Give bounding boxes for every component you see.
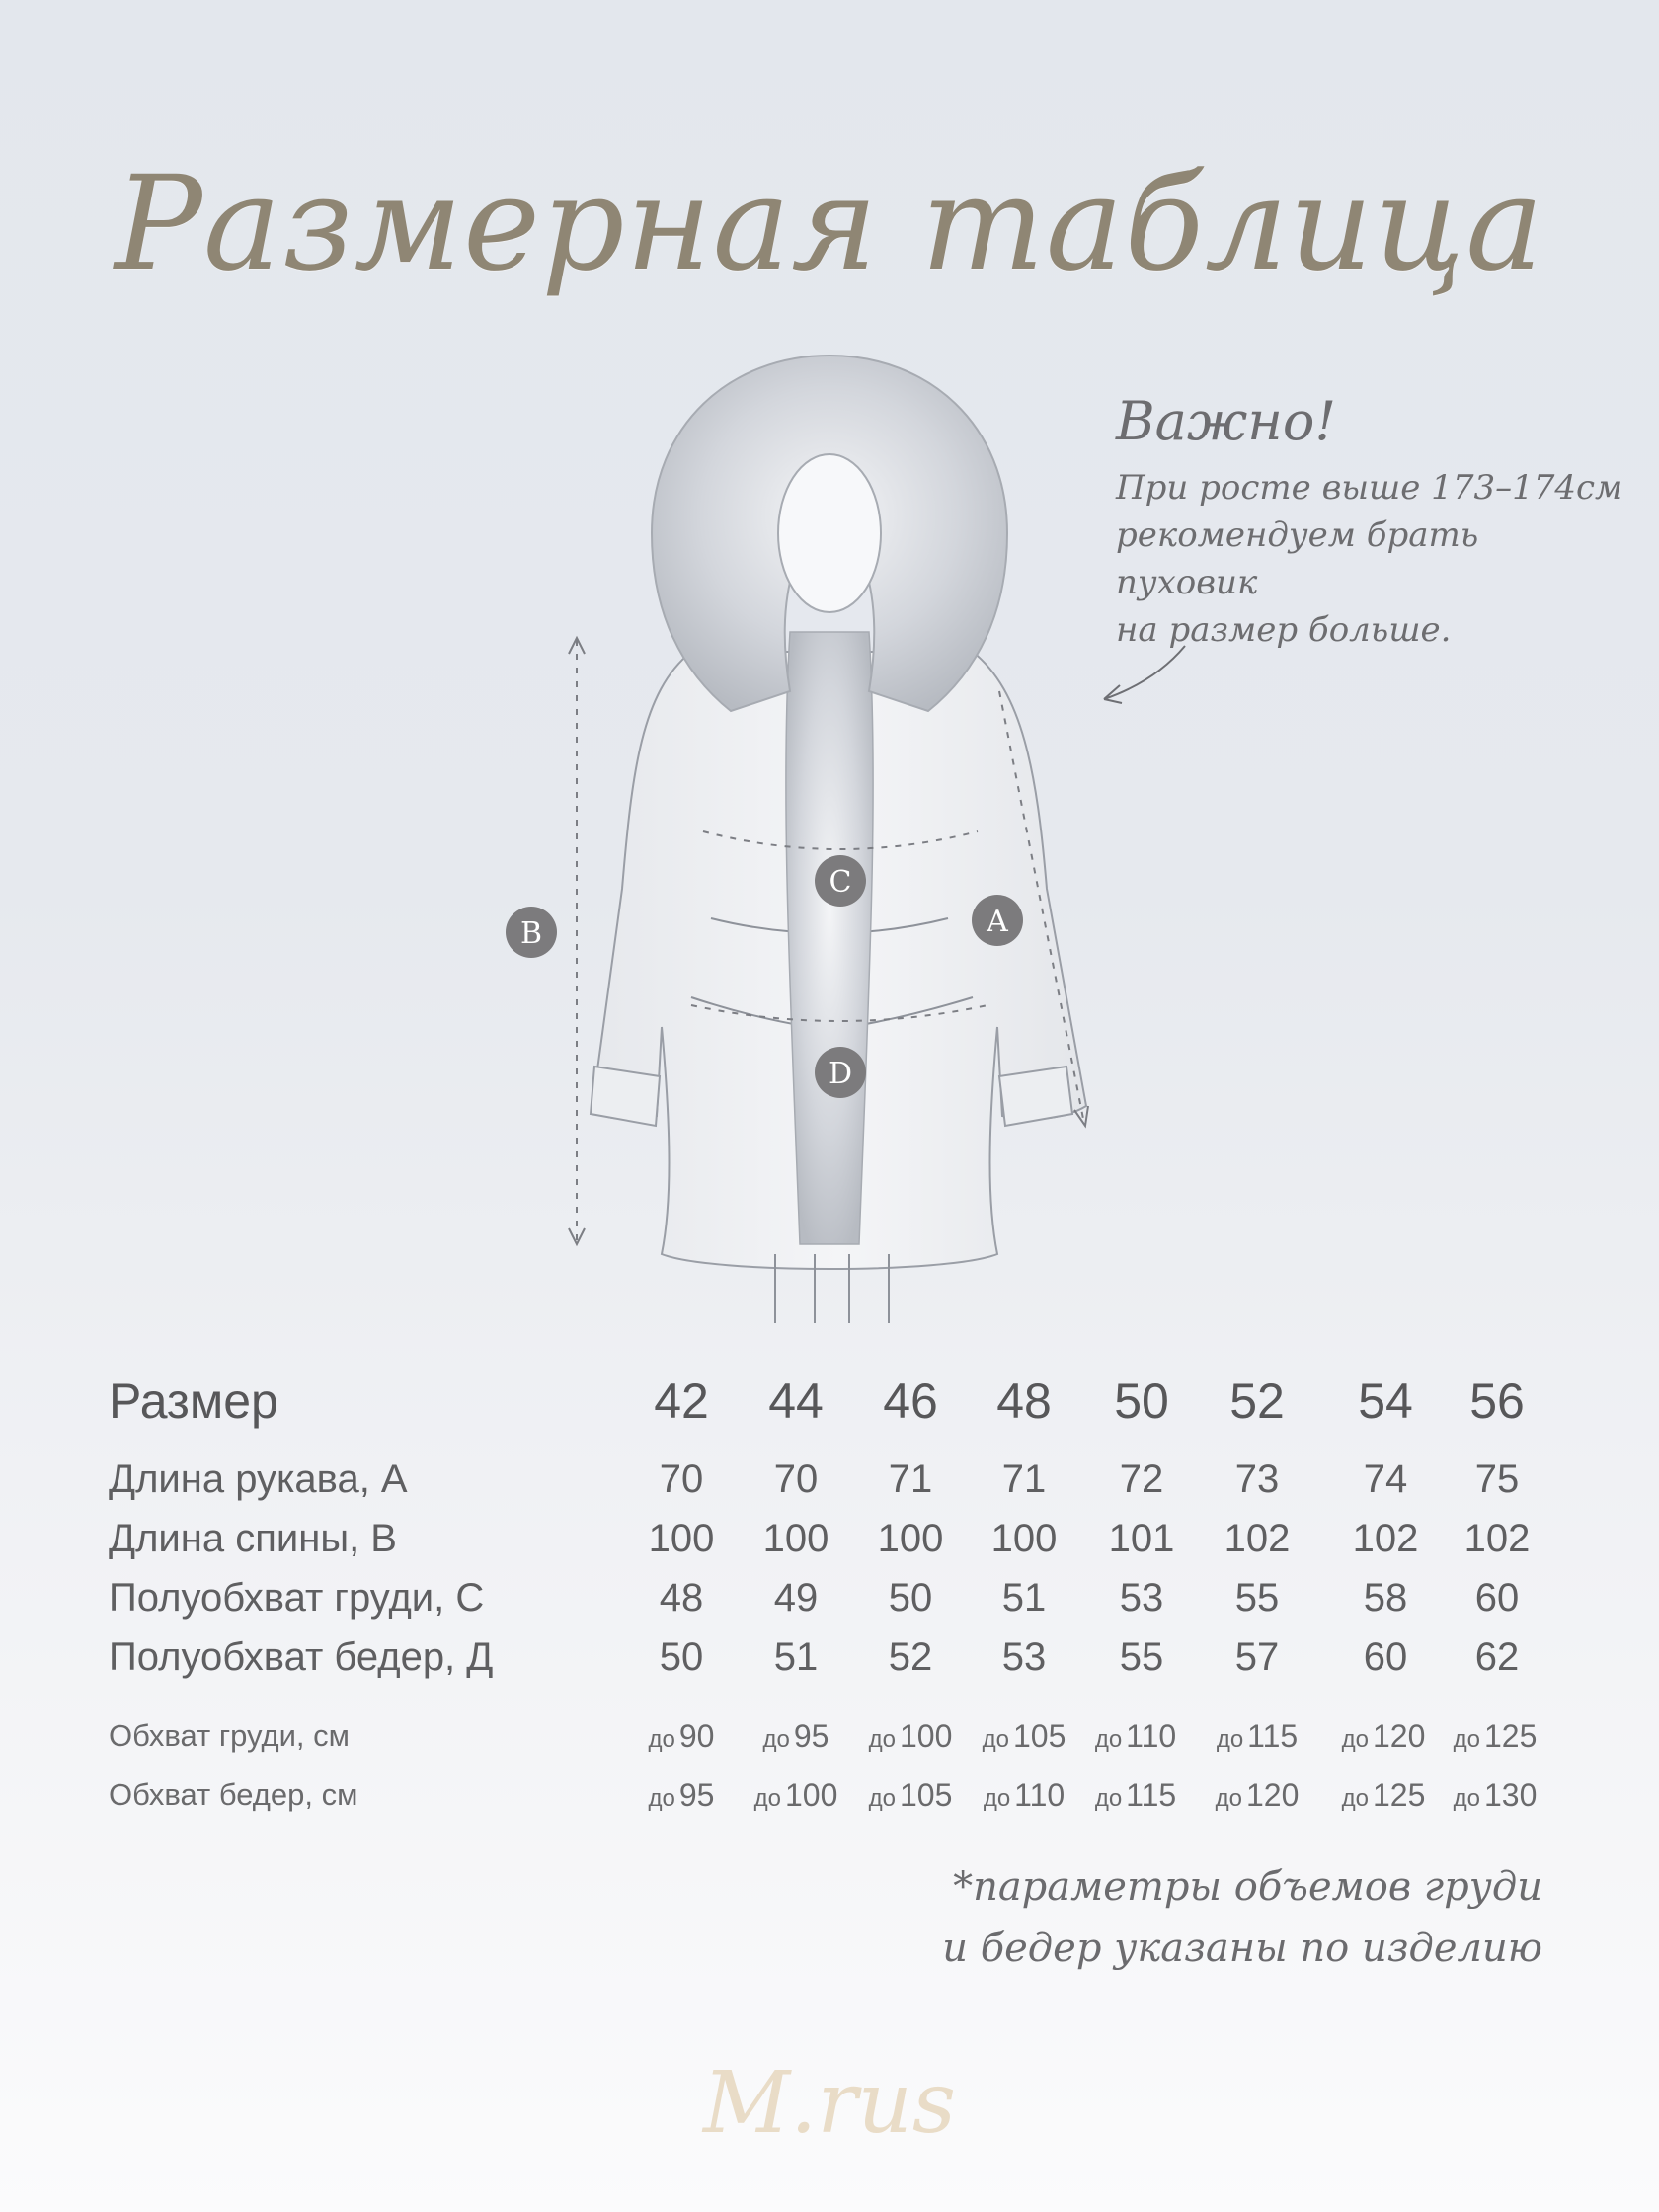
size-cell: 52	[1229, 1374, 1285, 1429]
fit-prefix: до	[648, 1785, 675, 1812]
value-cell: 71	[888, 1458, 933, 1501]
fit-value: 120	[1372, 1718, 1426, 1754]
size-cell: 46	[883, 1374, 938, 1429]
size-cell: 42	[654, 1374, 709, 1429]
value-cell: 53	[1119, 1576, 1164, 1620]
fit-value: 120	[1245, 1778, 1300, 1813]
size-cell: 44	[768, 1374, 824, 1429]
fit-cell	[960, 1718, 1088, 1755]
fit-prefix: до	[983, 1785, 1011, 1812]
fit-prefix: до	[1094, 1726, 1123, 1753]
table-row	[0, 1517, 1659, 1576]
fit-prefix: до	[1341, 1726, 1369, 1753]
row-label: Длина рукава, А	[109, 1458, 408, 1501]
marker-c-label: C	[829, 865, 852, 900]
note-line: рекомендуем брать пуховик	[1116, 515, 1479, 602]
value-cell: 100	[762, 1517, 830, 1560]
fit-cell	[1431, 1778, 1559, 1814]
footnote-line: и бедер указаны по изделию	[942, 1926, 1542, 1971]
value-cell: 60	[1363, 1635, 1408, 1679]
fit-value: 130	[1483, 1778, 1538, 1813]
fit-value: 110	[1126, 1718, 1177, 1754]
value-cell: 70	[773, 1458, 819, 1501]
footnote-line: *параметры объемов груди	[953, 1864, 1542, 1910]
value-cell: 51	[1001, 1576, 1047, 1620]
fit-value: 125	[1372, 1778, 1426, 1813]
value-cell: 100	[990, 1517, 1058, 1560]
fit-cell	[1193, 1778, 1321, 1814]
fit-cell	[846, 1718, 975, 1755]
value-cell: 100	[648, 1517, 715, 1560]
marker-a-label: A	[987, 905, 1008, 939]
size-header-label: Размер	[109, 1374, 278, 1429]
value-cell: 70	[659, 1458, 704, 1501]
fit-prefix: до	[1453, 1785, 1480, 1812]
fit-value: 115	[1126, 1778, 1177, 1813]
marker-d-label: D	[828, 1057, 853, 1091]
value-cell: 75	[1474, 1458, 1520, 1501]
right-cuff	[999, 1066, 1072, 1126]
fit-value: 115	[1247, 1718, 1299, 1754]
marker-b-label: B	[519, 916, 543, 951]
fit-cell	[1319, 1778, 1448, 1814]
fit-prefix: до	[648, 1726, 675, 1753]
value-cell: 55	[1234, 1576, 1280, 1620]
fit-row-label: Обхват бедер, см	[109, 1778, 358, 1812]
value-cell: 51	[773, 1635, 819, 1679]
fit-cell	[1071, 1718, 1200, 1755]
fit-cell	[1193, 1718, 1321, 1755]
table-row	[0, 1576, 1659, 1635]
value-cell: 58	[1363, 1576, 1408, 1620]
fit-prefix: до	[868, 1785, 896, 1812]
brand-logo: M.rus	[702, 2054, 957, 2153]
footnote	[942, 1856, 1542, 1979]
fit-value: 100	[784, 1778, 838, 1813]
left-cuff	[591, 1066, 660, 1126]
value-cell: 62	[1474, 1635, 1520, 1679]
fit-prefix: до	[1341, 1785, 1369, 1812]
fit-cell	[846, 1778, 975, 1814]
table-row	[0, 1635, 1659, 1695]
fit-table	[0, 1718, 1659, 1847]
value-cell: 102	[1463, 1517, 1531, 1560]
fit-value: 125	[1483, 1718, 1538, 1754]
fit-cell	[1319, 1718, 1448, 1755]
fit-prefix: до	[1215, 1785, 1242, 1812]
fit-row	[0, 1718, 1659, 1778]
row-label: Полуобхват бедер, Д	[109, 1635, 494, 1679]
page-title: Размерная таблица	[115, 148, 1544, 300]
fit-cell	[1071, 1778, 1200, 1814]
fit-value: 105	[1012, 1718, 1066, 1754]
note-line: на размер больше.	[1116, 610, 1452, 650]
fit-value: 95	[678, 1778, 715, 1813]
value-cell: 102	[1224, 1517, 1291, 1560]
fit-cell	[732, 1718, 860, 1755]
fit-prefix: до	[868, 1726, 896, 1753]
value-cell: 50	[888, 1576, 933, 1620]
size-cell: 56	[1469, 1374, 1525, 1429]
value-cell: 49	[773, 1576, 819, 1620]
fit-value: 95	[793, 1718, 830, 1754]
fit-prefix: до	[1216, 1726, 1244, 1753]
size-cell: 50	[1114, 1374, 1169, 1429]
fit-prefix: до	[1094, 1785, 1123, 1812]
size-header-row	[0, 1373, 1659, 1432]
note-line: При росте выше 173–174см	[1116, 468, 1623, 508]
fit-value: 100	[899, 1718, 953, 1754]
size-table	[0, 1363, 1659, 1679]
value-cell: 100	[877, 1517, 944, 1560]
value-cell: 57	[1234, 1635, 1280, 1679]
fit-prefix: до	[982, 1726, 1009, 1753]
fit-value: 90	[678, 1718, 715, 1754]
marker-d	[815, 1047, 866, 1098]
value-cell: 71	[1001, 1458, 1047, 1501]
mannequin-head	[778, 454, 881, 612]
row-label: Полуобхват груди, С	[109, 1576, 485, 1620]
value-cell: 60	[1474, 1576, 1520, 1620]
fit-row-label: Обхват груди, см	[109, 1718, 350, 1753]
fit-cell	[960, 1778, 1088, 1814]
value-cell: 73	[1234, 1458, 1280, 1501]
value-cell: 55	[1119, 1635, 1164, 1679]
marker-b	[506, 907, 557, 958]
table-row	[0, 1458, 1659, 1517]
row-label: Длина спины, В	[109, 1517, 397, 1560]
fit-cell	[617, 1718, 746, 1755]
marker-c	[815, 855, 866, 907]
fit-cell	[732, 1778, 860, 1814]
fit-value: 105	[899, 1778, 953, 1813]
value-cell: 48	[659, 1576, 704, 1620]
value-cell: 50	[659, 1635, 704, 1679]
fit-cell	[617, 1778, 746, 1814]
note-heading: Важно!	[1116, 390, 1337, 452]
value-cell: 52	[888, 1635, 933, 1679]
value-cell: 74	[1363, 1458, 1408, 1501]
fit-prefix: до	[1453, 1726, 1480, 1753]
value-cell: 53	[1001, 1635, 1047, 1679]
fur-trim	[786, 632, 873, 1244]
marker-a	[972, 895, 1023, 946]
size-cell: 48	[996, 1374, 1052, 1429]
note-pointer-arrow	[1104, 646, 1185, 703]
fit-row	[0, 1778, 1659, 1837]
value-cell: 101	[1108, 1517, 1175, 1560]
fit-value: 110	[1014, 1778, 1066, 1813]
value-cell: 102	[1352, 1517, 1419, 1560]
size-cell: 54	[1358, 1374, 1413, 1429]
fit-prefix: до	[753, 1785, 781, 1812]
value-cell: 72	[1119, 1458, 1164, 1501]
fit-prefix: до	[762, 1726, 790, 1753]
fit-cell	[1431, 1718, 1559, 1755]
